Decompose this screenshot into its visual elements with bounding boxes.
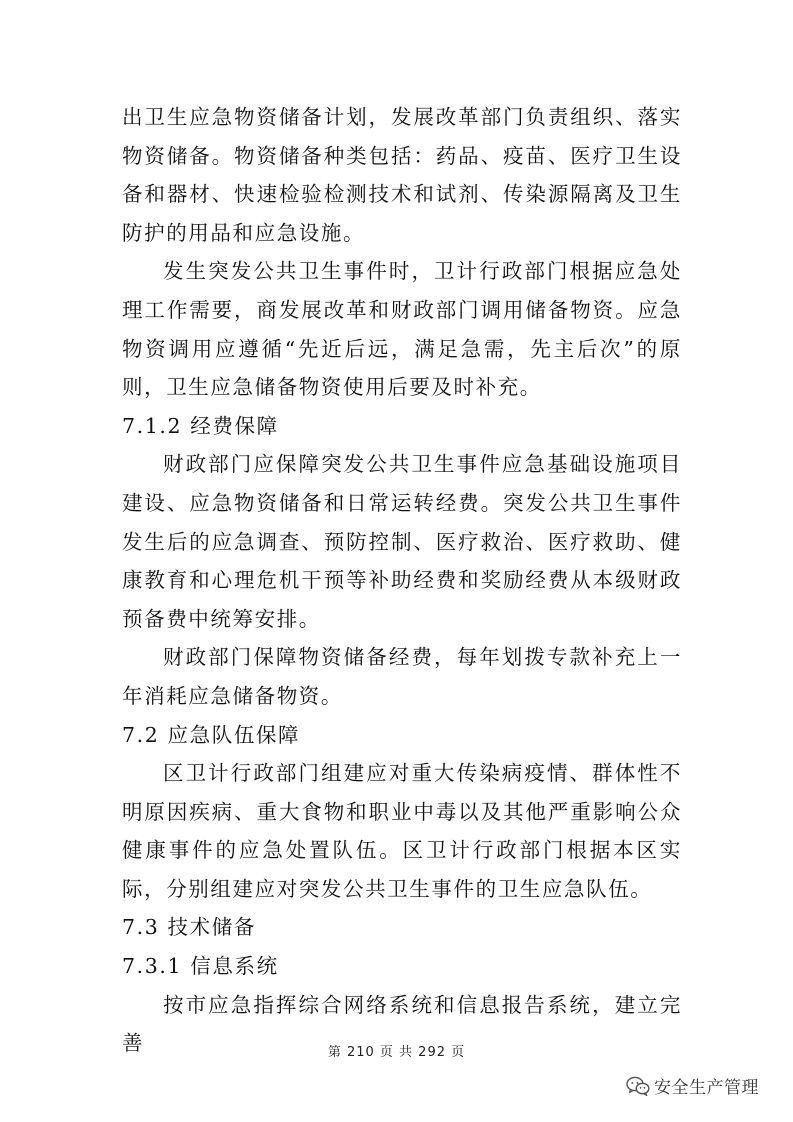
brand-name: 安全生产管理 xyxy=(654,1078,759,1098)
paragraph: 财政部门应保障突发公共卫生事件应急基础设施项目建设、应急物资储备和日常运转经费。突发公共卫生事件发生后的应急调查、预防控制、医疗救治、医疗救助、健康教育和心理危机干预等补助经费和奖励经费从本级财政预备费中统筹安排。 xyxy=(122,452,682,631)
page-number: 第 210 页 共 292 页 xyxy=(327,1045,466,1060)
paragraph: 区卫计行政部门组建应对重大传染病疫情、群体性不明原因疾病、重大食物和职业中毒以及其他严重影响公众健康事件的应急处置队伍。区卫计行政部门根据本区实际，分别组建应对突发公共卫生事件的卫生应急队伍。 xyxy=(122,761,682,901)
section-heading: 7.2 应急队伍保障 xyxy=(122,722,301,747)
section-heading: 7.3 技术储备 xyxy=(122,915,256,940)
paragraph: 按市应急指挥综合网络系统和信息报告系统，建立完善 xyxy=(122,992,682,1056)
paragraph: 发生突发公共卫生事件时，卫计行政部门根据应急处理工作需要，商发展改革和财政部门调用储备物资。应急物资调用应遵循“先近后远，满足急需，先主后次”的原则，卫生应急储备物资使用后要及时补充。 xyxy=(122,259,682,400)
paragraph: 出卫生应急物资储备计划，发展改革部门负责组织、落实物资储备。物资储备种类包括：药品、疫苗、医疗卫生设备和器材、快速检验检测技术和试剂、传染源隔离及卫生防护的用品和应急设施。 xyxy=(122,105,682,245)
brand-badge xyxy=(626,1073,759,1098)
wechat-icon xyxy=(626,1075,650,1097)
document-body xyxy=(122,98,682,1063)
paragraph: 财政部门保障物资储备经费，每年划拨专款补充上一年消耗应急储备物资。 xyxy=(122,645,682,708)
section-heading: 7.1.2 经费保障 xyxy=(122,413,279,438)
section-heading: 7.3.1 信息系统 xyxy=(122,954,279,979)
